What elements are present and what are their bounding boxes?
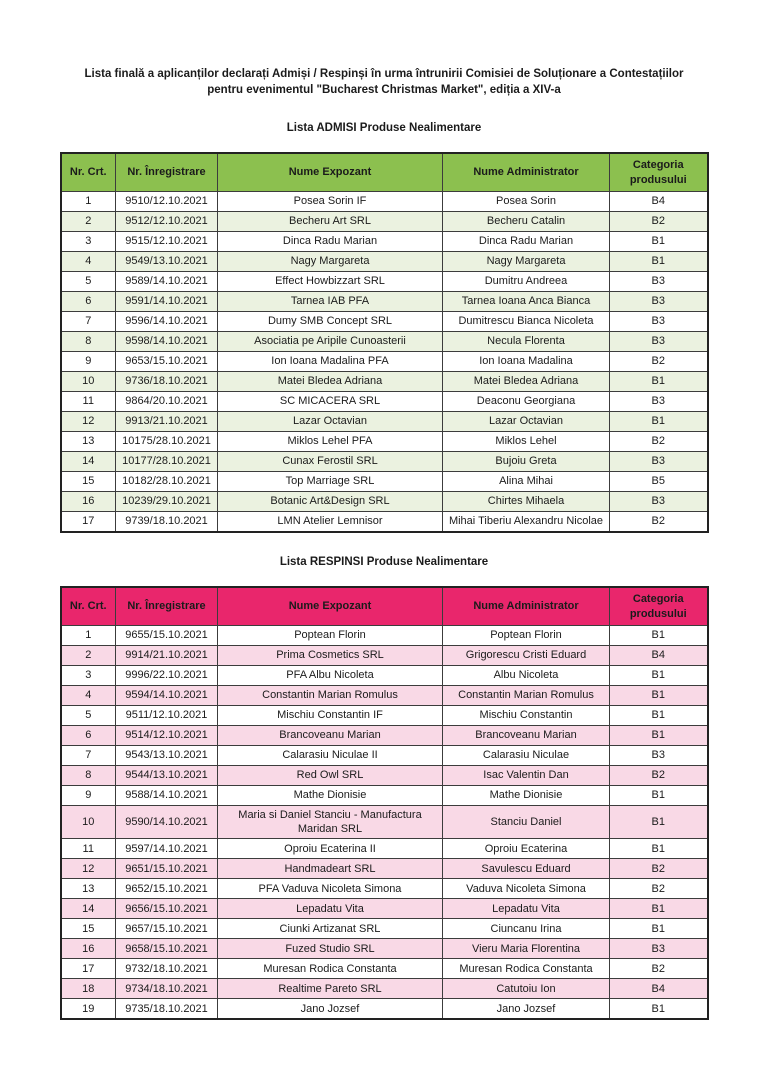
- table-cell: 12: [61, 859, 116, 879]
- table-row: [61, 212, 708, 232]
- table-cell: 9657/15.10.2021: [116, 919, 218, 939]
- table-row: [61, 412, 708, 432]
- table-cell: 9736/18.10.2021: [116, 372, 218, 392]
- table-cell: B2: [610, 352, 708, 372]
- table-cell: 9544/13.10.2021: [116, 766, 218, 786]
- table-cell: B1: [610, 806, 708, 839]
- table-cell: Becheru Catalin: [443, 212, 610, 232]
- table-cell: Calarasiu Niculae II: [218, 746, 443, 766]
- column-header-categoria-produsului: Categoria produsului: [610, 153, 708, 192]
- table-cell: 9597/14.10.2021: [116, 839, 218, 859]
- table-row: [61, 839, 708, 859]
- table-cell: B3: [610, 292, 708, 312]
- table-cell: Miklos Lehel PFA: [218, 432, 443, 452]
- table-cell: Dinca Radu Marian: [443, 232, 610, 252]
- table-cell: 11: [61, 392, 116, 412]
- document-title-line2: pentru evenimentul "Bucharest Christmas Market", ediția a XIV-a: [207, 84, 561, 96]
- table-cell: 6: [61, 292, 116, 312]
- table-cell: B1: [610, 726, 708, 746]
- table-cell: Posea Sorin: [443, 192, 610, 212]
- table-cell: 14: [61, 899, 116, 919]
- table-cell: 9732/18.10.2021: [116, 959, 218, 979]
- table-cell: Vaduva Nicoleta Simona: [443, 879, 610, 899]
- table-cell: B1: [610, 412, 708, 432]
- table-row: [61, 746, 708, 766]
- table-cell: 16: [61, 939, 116, 959]
- table-cell: B3: [610, 392, 708, 412]
- table-cell: Brancoveanu Marian: [443, 726, 610, 746]
- table-cell: B3: [610, 332, 708, 352]
- table-cell: Lepadatu Vita: [218, 899, 443, 919]
- table-cell: B1: [610, 626, 708, 646]
- table-cell: Poptean Florin: [218, 626, 443, 646]
- table-cell: 9589/14.10.2021: [116, 272, 218, 292]
- table-cell: Miklos Lehel: [443, 432, 610, 452]
- table-cell: 7: [61, 746, 116, 766]
- table-row: [61, 472, 708, 492]
- rejected-table: [60, 586, 709, 1020]
- table-cell: Nagy Margareta: [443, 252, 610, 272]
- table-cell: 8: [61, 332, 116, 352]
- table-cell: Savulescu Eduard: [443, 859, 610, 879]
- table-cell: 14: [61, 452, 116, 472]
- table-cell: Muresan Rodica Constanta: [443, 959, 610, 979]
- table-row: [61, 646, 708, 666]
- table-cell: Nagy Margareta: [218, 252, 443, 272]
- table-cell: SC MICACERA SRL: [218, 392, 443, 412]
- table-cell: Dumy SMB Concept SRL: [218, 312, 443, 332]
- table-cell: Dinca Radu Marian: [218, 232, 443, 252]
- table-row: [61, 312, 708, 332]
- table-cell: Albu Nicoleta: [443, 666, 610, 686]
- table-cell: 15: [61, 472, 116, 492]
- column-header-categoria-produsului: Categoria produsului: [610, 587, 708, 626]
- table-cell: 2: [61, 646, 116, 666]
- table-cell: Muresan Rodica Constanta: [218, 959, 443, 979]
- table-cell: Brancoveanu Marian: [218, 726, 443, 746]
- table-cell: 13: [61, 879, 116, 899]
- table-cell: Isac Valentin Dan: [443, 766, 610, 786]
- table-cell: Ciuncanu Irina: [443, 919, 610, 939]
- table-cell: 16: [61, 492, 116, 512]
- table-row: [61, 706, 708, 726]
- table-row: [61, 332, 708, 352]
- table-cell: Bujoiu Greta: [443, 452, 610, 472]
- table-cell: Catutoiu Ion: [443, 979, 610, 999]
- table-cell: B1: [610, 666, 708, 686]
- table-cell: Stanciu Daniel: [443, 806, 610, 839]
- table-cell: 9739/18.10.2021: [116, 512, 218, 533]
- table-cell: Maria si Daniel Stanciu - Manufactura Maridan SRL: [218, 806, 443, 839]
- table-row: [61, 919, 708, 939]
- table-cell: B3: [610, 452, 708, 472]
- table-cell: Tarnea Ioana Anca Bianca: [443, 292, 610, 312]
- table-row: [61, 999, 708, 1020]
- document-title: [0, 66, 768, 98]
- table-cell: 9734/18.10.2021: [116, 979, 218, 999]
- table-cell: Constantin Marian Romulus: [443, 686, 610, 706]
- table-row: [61, 766, 708, 786]
- table-cell: Becheru Art SRL: [218, 212, 443, 232]
- table-cell: Dumitrescu Bianca Nicoleta: [443, 312, 610, 332]
- table-cell: 3: [61, 666, 116, 686]
- table-cell: 17: [61, 959, 116, 979]
- table-cell: B2: [610, 212, 708, 232]
- table-cell: 9510/12.10.2021: [116, 192, 218, 212]
- table-cell: B2: [610, 432, 708, 452]
- table-cell: Mischiu Constantin: [443, 706, 610, 726]
- table-cell: Red Owl SRL: [218, 766, 443, 786]
- table-cell: 9914/21.10.2021: [116, 646, 218, 666]
- table-cell: Constantin Marian Romulus: [218, 686, 443, 706]
- table-row: [61, 272, 708, 292]
- table-cell: 9913/21.10.2021: [116, 412, 218, 432]
- admitted-table-header-row: [61, 153, 708, 192]
- table-cell: Botanic Art&Design SRL: [218, 492, 443, 512]
- table-cell: B3: [610, 492, 708, 512]
- table-cell: Poptean Florin: [443, 626, 610, 646]
- table-cell: 18: [61, 979, 116, 999]
- table-cell: 4: [61, 686, 116, 706]
- table-cell: B3: [610, 272, 708, 292]
- table-cell: Alina Mihai: [443, 472, 610, 492]
- table-cell: 9588/14.10.2021: [116, 786, 218, 806]
- table-row: [61, 899, 708, 919]
- table-cell: Ion Ioana Madalina PFA: [218, 352, 443, 372]
- table-cell: Matei Bledea Adriana: [443, 372, 610, 392]
- column-header-nume-expozant: Nume Expozant: [218, 587, 443, 626]
- table-cell: 5: [61, 272, 116, 292]
- table-cell: 10: [61, 806, 116, 839]
- table-cell: Cunax Ferostil SRL: [218, 452, 443, 472]
- table-cell: 11: [61, 839, 116, 859]
- table-cell: B4: [610, 192, 708, 212]
- table-cell: B1: [610, 372, 708, 392]
- table-cell: Posea Sorin IF: [218, 192, 443, 212]
- table-cell: Jano Jozsef: [218, 999, 443, 1020]
- table-cell: B2: [610, 512, 708, 533]
- table-row: [61, 452, 708, 472]
- table-cell: B1: [610, 252, 708, 272]
- table-cell: B3: [610, 939, 708, 959]
- table-cell: 1: [61, 626, 116, 646]
- table-cell: 9514/12.10.2021: [116, 726, 218, 746]
- table-cell: 9735/18.10.2021: [116, 999, 218, 1020]
- table-cell: 15: [61, 919, 116, 939]
- table-cell: B3: [610, 746, 708, 766]
- table-row: [61, 806, 708, 839]
- table-cell: B1: [610, 839, 708, 859]
- table-cell: Necula Florenta: [443, 332, 610, 352]
- table-cell: PFA Albu Nicoleta: [218, 666, 443, 686]
- table-cell: 10182/28.10.2021: [116, 472, 218, 492]
- table-cell: B1: [610, 999, 708, 1020]
- table-cell: Asociatia pe Aripile Cunoasterii: [218, 332, 443, 352]
- table-cell: 9651/15.10.2021: [116, 859, 218, 879]
- table-cell: 2: [61, 212, 116, 232]
- table-cell: B1: [610, 232, 708, 252]
- table-cell: 12: [61, 412, 116, 432]
- table-cell: 10177/28.10.2021: [116, 452, 218, 472]
- table-cell: 9656/15.10.2021: [116, 899, 218, 919]
- table-cell: 9652/15.10.2021: [116, 879, 218, 899]
- table-cell: Prima Cosmetics SRL: [218, 646, 443, 666]
- table-cell: B2: [610, 959, 708, 979]
- table-cell: Calarasiu Niculae: [443, 746, 610, 766]
- table-cell: 9594/14.10.2021: [116, 686, 218, 706]
- table-row: [61, 626, 708, 646]
- table-cell: 9653/15.10.2021: [116, 352, 218, 372]
- table-cell: Mathe Dionisie: [218, 786, 443, 806]
- table-row: [61, 392, 708, 412]
- table-cell: B4: [610, 979, 708, 999]
- table-row: [61, 979, 708, 999]
- table-cell: Ciunki Artizanat SRL: [218, 919, 443, 939]
- table-cell: Grigorescu Cristi Eduard: [443, 646, 610, 666]
- table-cell: B1: [610, 919, 708, 939]
- admitted-list-title: Lista ADMISI Produse Nealimentare: [286, 122, 482, 134]
- table-row: [61, 372, 708, 392]
- table-cell: 9591/14.10.2021: [116, 292, 218, 312]
- table-cell: B4: [610, 646, 708, 666]
- table-row: [61, 512, 708, 533]
- table-cell: 9596/14.10.2021: [116, 312, 218, 332]
- table-cell: B2: [610, 859, 708, 879]
- table-cell: B1: [610, 686, 708, 706]
- table-cell: Tarnea IAB PFA: [218, 292, 443, 312]
- table-cell: PFA Vaduva Nicoleta Simona: [218, 879, 443, 899]
- rejected-list-title: Lista RESPINSI Produse Nealimentare: [279, 556, 489, 568]
- table-cell: 13: [61, 432, 116, 452]
- table-cell: 5: [61, 706, 116, 726]
- column-header-nr-inregistrare: Nr. Înregistrare: [116, 153, 218, 192]
- table-cell: 9864/20.10.2021: [116, 392, 218, 412]
- table-cell: Chirtes Mihaela: [443, 492, 610, 512]
- table-cell: Mischiu Constantin IF: [218, 706, 443, 726]
- table-row: [61, 939, 708, 959]
- table-cell: B1: [610, 706, 708, 726]
- table-cell: 9512/12.10.2021: [116, 212, 218, 232]
- table-cell: Oproiu Ecaterina: [443, 839, 610, 859]
- column-header-nume-expozant: Nume Expozant: [218, 153, 443, 192]
- column-header-nr-crt: Nr. Crt.: [61, 153, 116, 192]
- table-cell: Matei Bledea Adriana: [218, 372, 443, 392]
- table-row: [61, 686, 708, 706]
- table-cell: Lazar Octavian: [443, 412, 610, 432]
- table-cell: B5: [610, 472, 708, 492]
- table-cell: 9543/13.10.2021: [116, 746, 218, 766]
- table-row: [61, 232, 708, 252]
- table-row: [61, 352, 708, 372]
- column-header-nume-administrator: Nume Administrator: [443, 587, 610, 626]
- table-cell: Deaconu Georgiana: [443, 392, 610, 412]
- table-cell: Vieru Maria Florentina: [443, 939, 610, 959]
- table-cell: 4: [61, 252, 116, 272]
- table-cell: 9655/15.10.2021: [116, 626, 218, 646]
- table-cell: Jano Jozsef: [443, 999, 610, 1020]
- table-row: [61, 879, 708, 899]
- table-cell: 10: [61, 372, 116, 392]
- table-cell: 17: [61, 512, 116, 533]
- table-row: [61, 859, 708, 879]
- table-cell: Dumitru Andreea: [443, 272, 610, 292]
- table-row: [61, 432, 708, 452]
- column-header-nr-inregistrare: Nr. Înregistrare: [116, 587, 218, 626]
- table-cell: B3: [610, 312, 708, 332]
- document-title-line1: Lista finală a aplicanților declarați Admiși / Respinși în urma întrunirii Comisiei de Soluționare a Contestațiilor: [84, 68, 684, 80]
- table-cell: B2: [610, 766, 708, 786]
- table-cell: 10175/28.10.2021: [116, 432, 218, 452]
- table-cell: 9658/15.10.2021: [116, 939, 218, 959]
- table-cell: 6: [61, 726, 116, 746]
- table-row: [61, 492, 708, 512]
- table-row: [61, 252, 708, 272]
- table-cell: Effect Howbizzart SRL: [218, 272, 443, 292]
- table-cell: 9590/14.10.2021: [116, 806, 218, 839]
- table-cell: 3: [61, 232, 116, 252]
- table-row: [61, 666, 708, 686]
- table-cell: LMN Atelier Lemnisor: [218, 512, 443, 533]
- table-cell: 9511/12.10.2021: [116, 706, 218, 726]
- table-cell: Top Marriage SRL: [218, 472, 443, 492]
- table-cell: 10239/29.10.2021: [116, 492, 218, 512]
- admitted-table: [60, 152, 709, 533]
- table-cell: Lepadatu Vita: [443, 899, 610, 919]
- table-cell: 9: [61, 786, 116, 806]
- table-cell: 19: [61, 999, 116, 1020]
- table-cell: 9996/22.10.2021: [116, 666, 218, 686]
- table-row: [61, 959, 708, 979]
- table-cell: Realtime Pareto SRL: [218, 979, 443, 999]
- table-cell: Oproiu Ecaterina II: [218, 839, 443, 859]
- table-cell: 9549/13.10.2021: [116, 252, 218, 272]
- table-cell: 7: [61, 312, 116, 332]
- table-cell: B2: [610, 879, 708, 899]
- table-row: [61, 786, 708, 806]
- table-cell: 9598/14.10.2021: [116, 332, 218, 352]
- table-cell: Mathe Dionisie: [443, 786, 610, 806]
- table-row: [61, 192, 708, 212]
- table-cell: Lazar Octavian: [218, 412, 443, 432]
- table-row: [61, 726, 708, 746]
- table-cell: 9: [61, 352, 116, 372]
- column-header-nr-crt: Nr. Crt.: [61, 587, 116, 626]
- rejected-table-header-row: [61, 587, 708, 626]
- table-cell: B1: [610, 786, 708, 806]
- table-cell: 9515/12.10.2021: [116, 232, 218, 252]
- table-cell: Handmadeart SRL: [218, 859, 443, 879]
- table-cell: Mihai Tiberiu Alexandru Nicolae: [443, 512, 610, 533]
- table-cell: B1: [610, 899, 708, 919]
- table-cell: Ion Ioana Madalina: [443, 352, 610, 372]
- table-cell: 8: [61, 766, 116, 786]
- table-cell: Fuzed Studio SRL: [218, 939, 443, 959]
- table-cell: 1: [61, 192, 116, 212]
- column-header-nume-administrator: Nume Administrator: [443, 153, 610, 192]
- table-row: [61, 292, 708, 312]
